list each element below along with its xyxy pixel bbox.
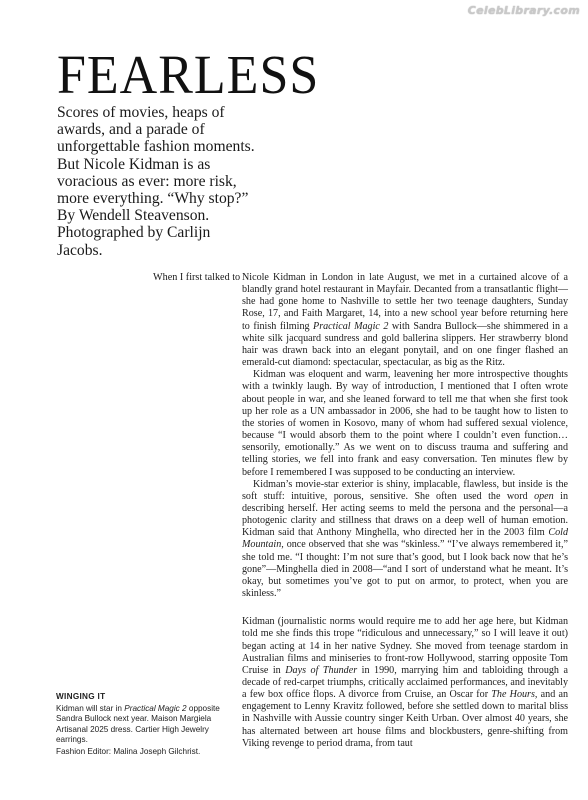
caption-text <box>56 704 226 745</box>
paragraph-4 <box>242 616 568 750</box>
deck <box>57 104 257 259</box>
caption-film: Practical Magic 2 <box>124 704 187 714</box>
watermark: CelebLibrary.com <box>467 4 580 17</box>
p3-title: Cold Mountain, <box>242 527 568 551</box>
p4-title-1: Days of Thunder <box>285 664 358 676</box>
paragraph-2: Kidman was eloquent and warm, leavening her more introspective thoughts with a twinkly laugh. By way of introduction, I mentioned that I often wrote about people in war, and she leaned forward to tell me that when she first took up her role as a UN ambassador in 2006, she had to be taught how to listen to the stories of women in Kosovo, many of whom had suffered sexual violence, because “I would absorb them to the point where I couldn’t even function…sensorily, emotionally.” As we went on to discuss trauma and suffering and telling stories, we fell into frank and easy conversation. Ten minutes flew by before I remembered I was supposed to be conducting an interview. <box>242 369 568 478</box>
p3-text-b: in describing herself. Her acting seems to meld the persona and the personal—a photogenic clarity and stillness that draws on a deep well of human emotion. Kidman said that Anthony Minghella, who directed her in the 2003 film <box>242 490 568 539</box>
paragraph-3 <box>242 479 568 601</box>
byline: By Wendell Steavenson. <box>57 207 210 225</box>
p3-text-c: once observed that she was “skinless.” “I’ve always remembered it,” she told me. “I thought: I’m not sure that’s good, but I look back now that he’s gone”—Minghella died in 2008—“and I sort of understand what he meant. It’s okay, but sometimes you’ve got to put on armor, to protect, when you are skinless.” <box>242 539 568 600</box>
lead-in: When I first talked to <box>153 272 241 283</box>
article-body <box>242 272 568 750</box>
photo-caption <box>56 692 226 757</box>
paragraph-1 <box>242 272 568 369</box>
caption-text-a: Kidman will star in <box>56 704 125 714</box>
p4-title-2: The Hours, <box>491 689 538 701</box>
p4-text-a: Kidman (journalistic norms would require me to add her age here, but Kidman told me she finds this trope “ridiculous and unnecessary,” so I will leave it out) began acting at 14 in her native Sydney. She moved from teenage stardom in Australian films and miniseries to front-row Hollywood, starring opposite Tom Cruise in <box>242 616 568 676</box>
p1-text-a: Nicole Kidman in London in late August, we met in a curtained alcove of a blandly grand hotel restaurant in Mayfair. Decanted from a transatlantic flight—she had gone home to Nashville to settle her two teenage daughters, Sunday Rose, 17, and Faith Margaret, 14, into a new school year before returning here to finish filming <box>242 272 568 332</box>
p3-word: open <box>534 490 554 502</box>
fashion-editor-credit: Fashion Editor: Malina Joseph Gilchrist. <box>56 747 201 757</box>
p3-text-a: Kidman’s movie-star exterior is shiny, implacable, flawless, but inside is the soft stuff: intuitive, porous, sensitive. She often used the word <box>242 478 568 502</box>
headline: FEARLESS <box>57 45 320 106</box>
p1-text-b: with Sandra Bullock—she shimmered in a white silk jacquard sundress and gold ballerina slippers. Her strawberry blond hair was drawn back into an elegant ponytail, and on one finger flashed an emerald-cut diamond: spectacular, spectacular, as big as the Ritz. <box>242 320 568 369</box>
p4-text-b: in 1990, marrying him and tabloiding through a decade of red-carpet triumphs, critically acclaimed performances, and inevitably a few box office flops. A divorce from Cruise, an Oscar for <box>242 664 568 701</box>
p4-text-c: and an engagement to Lenny Kravitz followed, before she settled down to marital bliss in Nashville with Aussie country singer Keith Urban. Over almost 40 years, she has alternated between art house films and blockbusters, genre-shifting from Viking revenge to period drama, from taut <box>242 689 568 749</box>
p1-title: Practical Magic 2 <box>313 320 389 332</box>
deck-text: Scores of movies, heaps of awards, and a parade of unforgettable fashion moments. But Nicole Kidman is as voracious as ever: more risk, more everything. “Why stop?” <box>57 104 255 208</box>
caption-title: WINGING IT <box>56 692 106 701</box>
photo-credit: Photographed by Carlijn Jacobs. <box>57 224 211 259</box>
caption-text-b: opposite Sandra Bullock next year. Maison Margiela Artisanal 2025 dress. Cartier High Jewelry earrings. <box>56 704 220 744</box>
